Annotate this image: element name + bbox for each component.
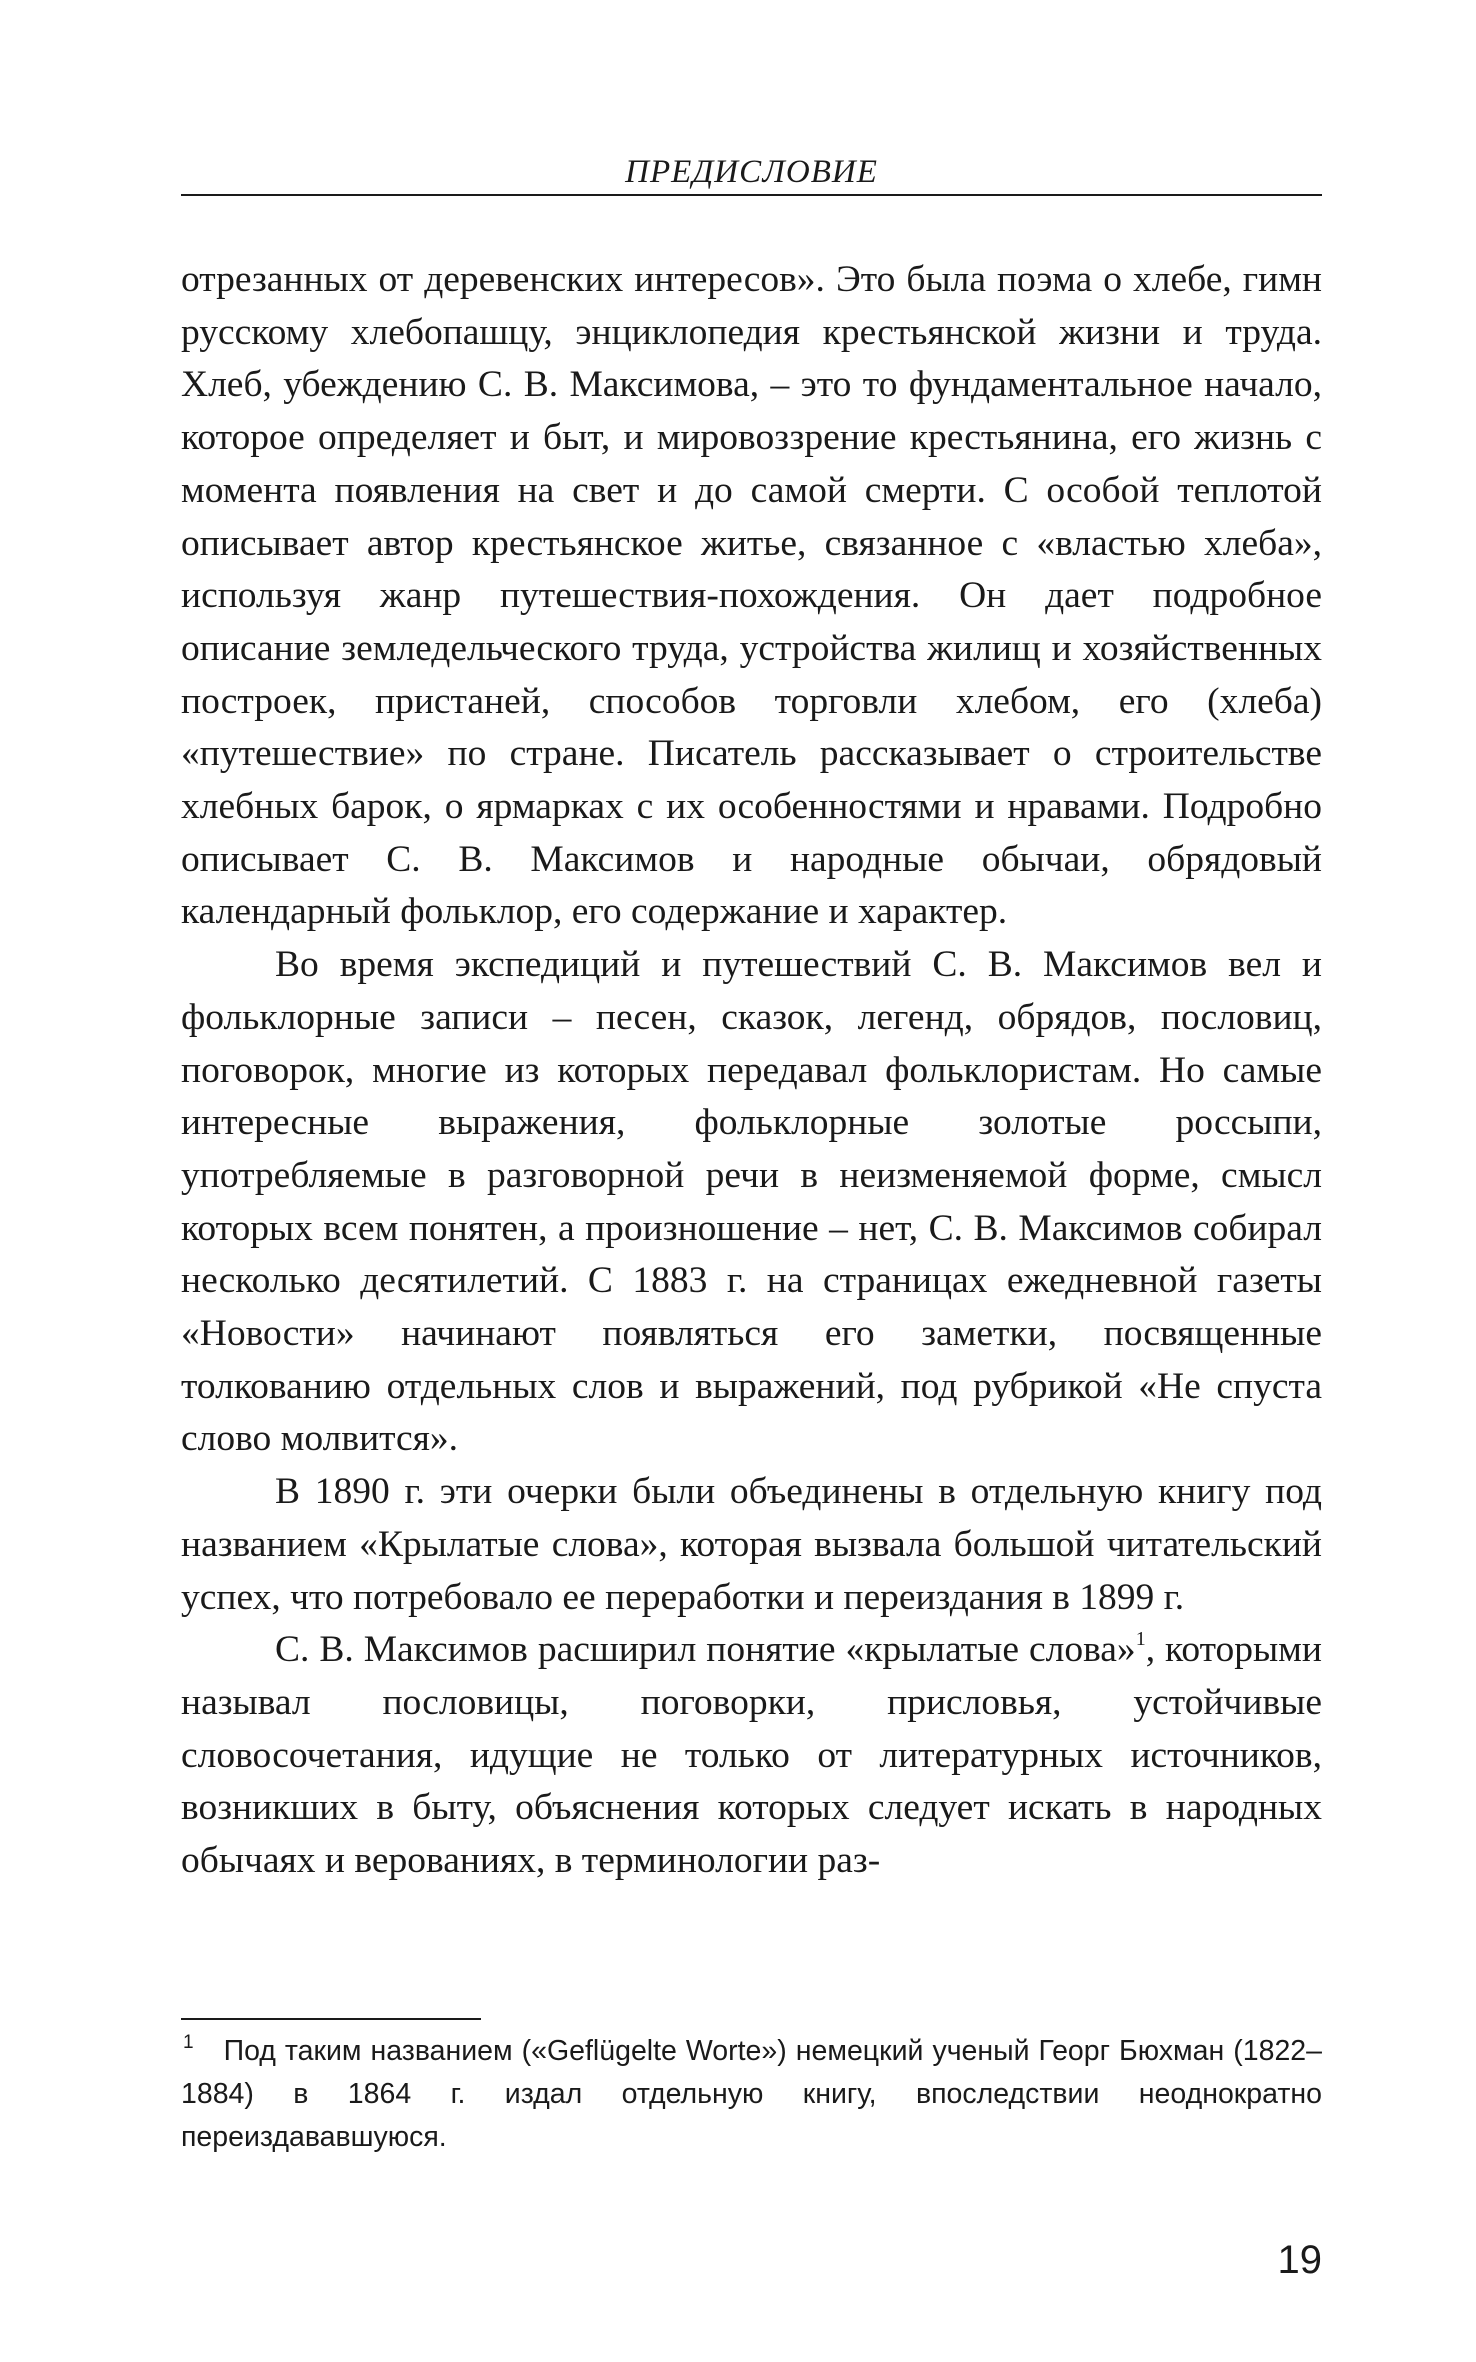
paragraph-1: отрезанных от деревенских интересов». Это была поэма о хлебе, гимн русскому хлебопашцу, энциклопедия крестьянской жизни и труда. Хлеб, убеждению С. В. Максимова, – это то фундаментальное начало, которое определяет и быт, и мировоззрение крестьянина, его жизнь с момента появления на свет и до самой смерти. С особой теплотой описывает автор крестьянское житье, связанное с «властью хлеба», используя жанр путешествия-похождения. Он дает подробное описание земледельческого труда, устройства жилищ и хозяйственных построек, пристаней, способов торговли хлебом, его (хлеба) «путешествие» по стране. Писатель рассказывает о строительстве хлебных барок, о ярмарках с их особенностями и нравами. Подробно описывает С. В. Максимов и народные обычаи, обрядовый календарный фольклор, его содержание и характер.	[181, 259, 1322, 933]
footnote	[181, 2030, 1322, 2159]
paragraph-4-start: С. В. Максимов расширил понятие «крылатые слова»	[275, 1629, 1136, 1671]
paragraph-4	[181, 1624, 1322, 1888]
footnote-text: Под таким названием («Geflügelte Worte») немецкий ученый Георг Бюхман (1822–1884) в 1864 г. издал отдельную книгу, впоследствии неоднократно переиздававшуюся.	[181, 2035, 1322, 2153]
main-text	[181, 254, 1322, 1888]
header-rule	[181, 194, 1322, 196]
running-title: ПРЕДИСЛОВИЕ	[625, 154, 878, 190]
footnote-mark: 1	[183, 2032, 194, 2053]
footnote-rule	[181, 2018, 481, 2020]
paragraph-4-end: , которыми называл пословицы, поговорки, присловья, устойчивые словосочетания, идущие не только от литературных источников, возникших в быту, объяснения которых следует искать в народных обычаях и верованиях, в терминологии раз-	[181, 1629, 1322, 1882]
paragraph-2: Во время экспедиций и путешествий С. В. Максимов вел и фольклорные записи – песен, сказок, легенд, обрядов, пословиц, поговорок, многие из которых передавал фольклористам. Но самые интересные выражения, фольклорные золотые россыпи, употребляемые в разговорной речи в неизменяемой форме, смысл которых всем понятен, а произношение – нет, С. В. Максимов собирал несколько десятилетий. С 1883 г. на страницах ежедневной газеты «Новости» начинают появляться его заметки, посвященные толкованию отдельных слов и выражений, под рубрикой «Не спуста слово молвится».	[181, 944, 1322, 1460]
paragraph-3: В 1890 г. эти очерки были объединены в отдельную книгу под названием «Крылатые слова», которая вызвала большой читательский успех, что потребовало ее переработки и переиздания в 1899 г.	[181, 1471, 1322, 1618]
footnote-reference[interactable]: 1	[1135, 1628, 1146, 1651]
page-number: 19	[1277, 2238, 1322, 2282]
